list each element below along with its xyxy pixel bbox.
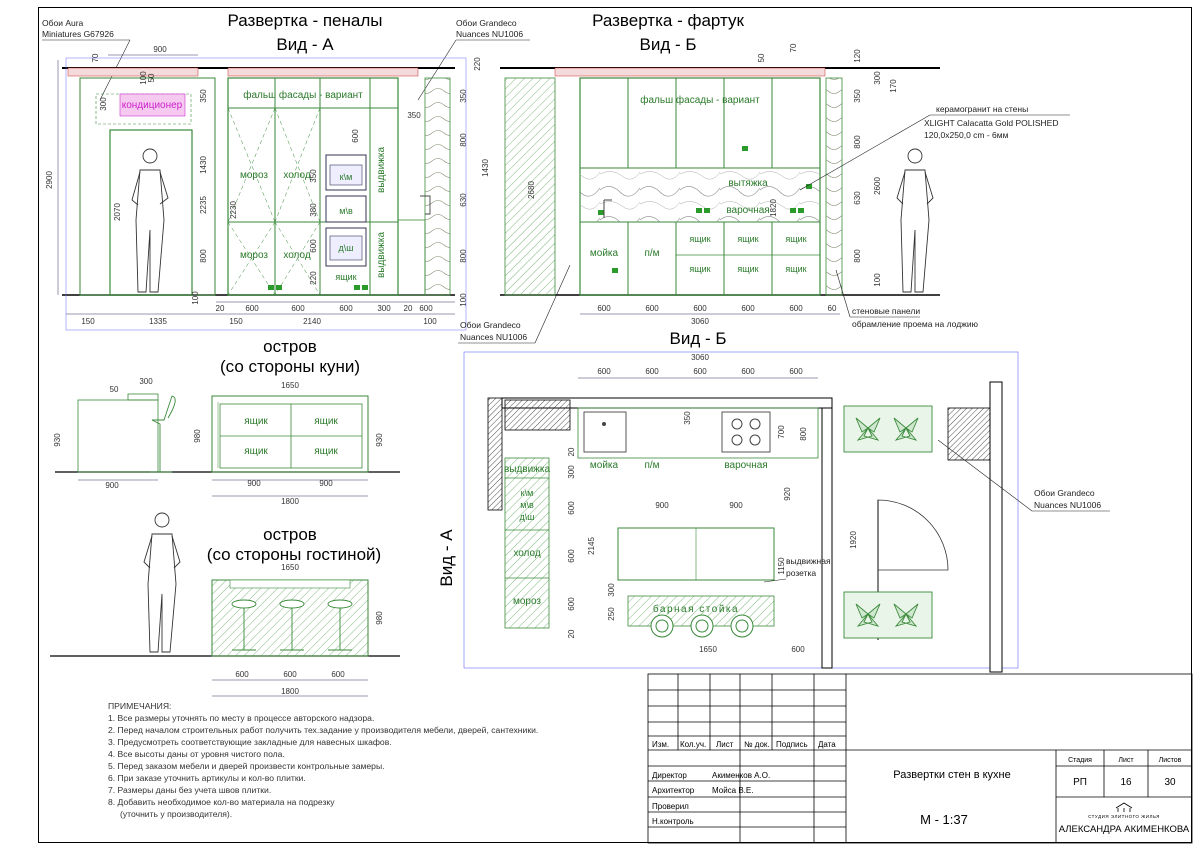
dim-a-2235: 2235 — [199, 196, 208, 214]
cold-top: холод — [283, 170, 311, 181]
plan-dim-300: 300 — [567, 465, 576, 479]
dw-label-b: п/м — [644, 248, 660, 259]
title-left: Развертка - пеналы — [227, 11, 383, 30]
dim-a-b-20b: 20 — [403, 304, 413, 313]
dim-a-in-800: 800 — [459, 133, 468, 147]
dim-b-r-100: 100 — [873, 273, 882, 287]
dim-b-b4: 600 — [741, 304, 755, 313]
svg-text:Проверил: Проверил — [652, 802, 689, 811]
dim-a-in-220: 220 — [309, 271, 318, 285]
notes-block — [108, 700, 638, 820]
plan-dim-700: 700 — [777, 425, 786, 439]
hood-label: вытяжка — [728, 178, 768, 189]
ik-dim-50: 50 — [109, 385, 119, 394]
plan-dim-600c: 600 — [567, 597, 576, 611]
title-right: Развертка - фартук — [592, 11, 744, 30]
dim-b-b2: 600 — [645, 304, 659, 313]
svg-text:Акименков А.О.: Акименков А.О. — [712, 771, 771, 780]
dim-a-in-350: 350 — [309, 169, 318, 183]
il-dim-600b: 600 — [283, 670, 297, 679]
svg-text:стеновые панели: стеновые панели — [852, 306, 921, 316]
svg-text:розетка: розетка — [786, 568, 817, 578]
dim-a-b-1335: 1335 — [149, 317, 167, 326]
plan-dim-t1: 600 — [597, 367, 611, 376]
km-a: к\м — [339, 172, 353, 182]
island-drawer-4: ящик — [314, 446, 338, 457]
person-figure-left — [132, 149, 168, 292]
dim-a-300: 300 — [99, 97, 108, 111]
dim-a-in-350b: 350 — [459, 89, 468, 103]
ik-dim-930: 930 — [53, 433, 62, 447]
il-dim-1650: 1650 — [281, 563, 299, 572]
plan-pullout: выдвижка — [503, 464, 551, 475]
dim-a-b-150: 150 — [81, 317, 95, 326]
plan-dw: п/м — [644, 460, 660, 471]
false-facades-b: фальш фасады - вариант — [640, 95, 760, 106]
plan-dim-300b: 300 — [607, 583, 616, 597]
note-7: 7. Размеры даны без учета швов плитки. — [108, 785, 272, 795]
svg-text:АЛЕКСАНДРА АКИМЕНКОВА: АЛЕКСАНДРА АКИМЕНКОВА — [1058, 824, 1190, 835]
dim-b-70: 70 — [789, 43, 798, 53]
svg-text:РП: РП — [1073, 777, 1087, 788]
svg-text:№ док.: № док. — [744, 740, 770, 749]
svg-text:Обои Aura: Обои Aura — [42, 18, 84, 28]
svg-text:Листов: Листов — [1158, 757, 1182, 764]
plan-km: к\м — [520, 488, 534, 498]
callout-aura — [42, 18, 130, 100]
dim-b-r-170: 170 — [889, 79, 898, 93]
ik-dim-1800: 1800 — [281, 497, 299, 506]
plan-bar: барная стойка — [652, 604, 740, 615]
dim-a-in-800b: 800 — [459, 249, 468, 263]
note-3: 3. Предусмотреть соответствующие закладные для навесных шкафов. — [108, 737, 392, 747]
plan-dim-600d: 600 — [791, 645, 805, 654]
island-kuni-title-2: (со стороны куни) — [220, 357, 360, 376]
false-facades-a: фальш фасады - вариант — [243, 90, 363, 101]
view-a-plan: Вид - А — [437, 529, 456, 587]
svg-text:XLIGHT Calacatta Gold POLISHED: XLIGHT Calacatta Gold POLISHED — [924, 118, 1059, 128]
dim-b-r-630: 630 — [853, 191, 862, 205]
dim-a-900: 900 — [153, 45, 167, 54]
svg-text:Обои Grandeco: Обои Grandeco — [460, 320, 521, 330]
ik-dim-300: 300 — [139, 377, 153, 386]
svg-text:Nuances NU1006: Nuances NU1006 — [456, 29, 524, 39]
island-kuni — [53, 337, 400, 506]
plan-dim-800: 800 — [799, 427, 808, 441]
drawer-b3: ящик — [785, 234, 807, 244]
elevation-a — [45, 45, 490, 330]
sink-label-b: мойка — [589, 248, 619, 259]
svg-text:Лист: Лист — [716, 740, 734, 749]
svg-text:Архитектор: Архитектор — [652, 786, 695, 795]
dim-a-in-600: 600 — [351, 129, 360, 143]
svg-text:Обои Grandeco: Обои Grandeco — [456, 18, 517, 28]
plant-icon-bottom — [844, 592, 932, 638]
svg-text:выдвижная: выдвижная — [786, 556, 831, 566]
freeze-bottom: мороз — [239, 250, 269, 261]
plan-dim-t2: 600 — [645, 367, 659, 376]
dim-a-350-top: 350 — [407, 111, 421, 120]
mv-a: м\в — [339, 206, 353, 216]
plan-dim-total: 3060 — [691, 353, 709, 362]
pullout-a2: выдвижка — [376, 231, 387, 279]
island-drawer-2: ящик — [314, 416, 338, 427]
callout-panels — [836, 270, 979, 329]
dim-a-100: 100 — [191, 291, 200, 305]
svg-text:Подпись: Подпись — [776, 740, 808, 749]
dim-a-70: 70 — [91, 53, 100, 63]
plan-dim-600a: 600 — [567, 501, 576, 515]
drawer-b6: ящик — [785, 264, 807, 274]
person-figure-right — [897, 149, 933, 292]
svg-text:Развертки стен в кухне: Развертки стен в кухне — [893, 769, 1011, 781]
dim-a-b-150b: 150 — [229, 317, 243, 326]
plan-dim-900b: 900 — [729, 501, 743, 510]
il-dim-600c: 600 — [331, 670, 345, 679]
dsh-a: д\ш — [338, 243, 354, 253]
ik-dim-900c: 900 — [319, 479, 333, 488]
svg-text:Nuances NU1006: Nuances NU1006 — [1034, 500, 1102, 510]
title-block-text — [652, 740, 1190, 835]
svg-text:Обои Grandeco: Обои Grandeco — [1034, 488, 1095, 498]
view-b-plan: Вид - Б — [669, 329, 727, 348]
note-8: 8. Добавить необходимое кол-во материала на подрезку — [108, 797, 335, 807]
plan-dim-1150: 1150 — [777, 557, 786, 575]
island-living — [50, 513, 400, 696]
plan-dsh: д\ш — [519, 512, 535, 522]
dim-b-b5: 600 — [789, 304, 803, 313]
plan-dim-20a: 20 — [567, 447, 576, 457]
plan-dim-t4: 600 — [741, 367, 755, 376]
dim-b-b1: 600 — [597, 304, 611, 313]
dim-a-b-20: 20 — [215, 304, 225, 313]
elevation-b — [500, 43, 940, 326]
dim-a-u4: 300 — [377, 304, 391, 313]
svg-text:Кол.уч.: Кол.уч. — [680, 740, 707, 749]
hob-label-b: варочная — [726, 205, 770, 216]
dim-a-in-100: 100 — [459, 293, 468, 307]
note-2: 2. Перед началом строительных работ получить тех.задание у производителя мебели, дверей, сантехники. — [108, 725, 539, 735]
svg-text:обрамление проема на лоджию: обрамление проема на лоджию — [852, 319, 978, 329]
dim-a-800: 800 — [199, 249, 208, 263]
plant-icon-top — [844, 406, 932, 452]
pullout-a1: выдвижка — [376, 146, 387, 194]
plan-mv: м\в — [520, 500, 534, 510]
plan-dim-250: 250 — [607, 607, 616, 621]
svg-text:Nuances NU1006: Nuances NU1006 — [460, 332, 528, 342]
dim-b-total: 3060 — [691, 317, 709, 326]
plan-dim-20b: 20 — [567, 629, 576, 639]
island-drawer-3: ящик — [244, 446, 268, 457]
svg-text:Miniatures G67926: Miniatures G67926 — [42, 29, 114, 39]
dim-a-u5: 600 — [419, 304, 433, 313]
dim-b-r-800b: 800 — [853, 249, 862, 263]
note-6: 6. При заказе уточнить артикулы и кол-во плитки. — [108, 773, 306, 783]
svg-text:16: 16 — [1120, 777, 1132, 788]
plan-dim-t5: 600 — [789, 367, 803, 376]
drawer-b2: ящик — [737, 234, 759, 244]
note-1: 1. Все размеры уточнять по месту в процессе авторского надзора. — [108, 713, 375, 723]
plan-cold: холод — [513, 548, 541, 559]
svg-text:120,0х250,0 cm - 6мм: 120,0х250,0 cm - 6мм — [924, 130, 1009, 140]
dim-b-r-300: 300 — [873, 71, 882, 85]
ik-dim-1650: 1650 — [281, 381, 299, 390]
dim-b-1820: 1820 — [769, 199, 778, 217]
dim-b-r-800: 800 — [853, 135, 862, 149]
dim-b-b3: 600 — [693, 304, 707, 313]
svg-text:М - 1:37: М - 1:37 — [920, 812, 968, 827]
dim-a-in-1430: 1430 — [481, 159, 490, 177]
ac-label: кондиционер — [121, 100, 183, 111]
plan-hob: варочная — [724, 460, 768, 471]
view-a-top: Вид - А — [276, 35, 334, 54]
dim-b-r-350: 350 — [853, 89, 862, 103]
dim-b-r-2600: 2600 — [873, 177, 882, 195]
plan-dim-350: 350 — [683, 411, 692, 425]
ik-dim-930b: 930 — [375, 433, 384, 447]
svg-text:Лист: Лист — [1118, 757, 1134, 764]
plan-freeze: мороз — [512, 596, 542, 607]
dim-a-2900: 2900 — [45, 171, 54, 189]
dim-a-100b: 100 — [139, 71, 148, 85]
note-9: (уточнить у производителя). — [120, 809, 233, 819]
dim-b-r-120: 120 — [853, 49, 862, 63]
studio-logo — [1116, 803, 1132, 812]
drawer-b5: ящик — [737, 264, 759, 274]
cold-bottom: холод — [283, 250, 311, 261]
il-dim-1800: 1800 — [281, 687, 299, 696]
dim-a-in-380: 380 — [309, 203, 318, 217]
il-dim-600a: 600 — [235, 670, 249, 679]
plan-dim-t3: 600 — [693, 367, 707, 376]
plan-dim-900a: 900 — [655, 501, 669, 510]
svg-text:Дата: Дата — [818, 740, 836, 749]
dim-a-350: 350 — [199, 89, 208, 103]
plan-dim-920: 920 — [783, 487, 792, 501]
svg-text:Директор: Директор — [652, 771, 687, 780]
dim-a-1430: 1430 — [199, 156, 208, 174]
plan-dim-1920: 1920 — [849, 531, 858, 549]
drawer-a: ящик — [335, 272, 357, 282]
note-4: 4. Все высоты даны от уровня чистого пола. — [108, 749, 285, 759]
dim-a-in-220b: 220 — [473, 57, 482, 71]
dim-a-u3: 600 — [339, 304, 353, 313]
plan-sink: мойка — [589, 460, 619, 471]
ik-dim-980: 980 — [193, 429, 202, 443]
dim-b-b6: 60 — [827, 304, 837, 313]
note-5: 5. Перед заказом мебели и дверей произвести контрольные замеры. — [108, 761, 385, 771]
svg-text:Мойса В.Е.: Мойса В.Е. — [712, 786, 754, 795]
svg-text:30: 30 — [1164, 777, 1176, 788]
dim-b-50: 50 — [757, 53, 766, 63]
plan-dim-2145: 2145 — [587, 537, 596, 555]
dim-a-in-600b: 600 — [309, 239, 318, 253]
ik-dim-900: 900 — [105, 481, 119, 490]
island-drawer-1: ящик — [244, 416, 268, 427]
il-dim-980: 980 — [375, 611, 384, 625]
dim-a-50: 50 — [147, 73, 156, 83]
drawer-b4: ящик — [689, 264, 711, 274]
dim-a-in-630: 630 — [459, 193, 468, 207]
notes-heading: ПРИМЕЧАНИЯ: — [108, 701, 172, 711]
dim-a-2070: 2070 — [113, 203, 122, 221]
island-kuni-title-1: остров — [263, 337, 317, 356]
island-living-title-2: (со стороны гостиной) — [206, 545, 382, 564]
plan-view — [437, 329, 1110, 672]
dim-a-in-2230: 2230 — [229, 201, 238, 219]
svg-text:Изм.: Изм. — [652, 740, 670, 749]
svg-text:Стадия: Стадия — [1068, 757, 1092, 764]
view-b-top: Вид - Б — [639, 35, 697, 54]
dim-a-b-2140: 2140 — [303, 317, 321, 326]
plan-dim-600b: 600 — [567, 549, 576, 563]
drawer-b1: ящик — [689, 234, 711, 244]
dim-a-u1: 600 — [245, 304, 259, 313]
person-figure-island — [144, 513, 180, 652]
dim-a-b-100: 100 — [423, 317, 437, 326]
plan-dim-1650: 1650 — [699, 645, 717, 654]
dim-b-2680: 2680 — [527, 181, 536, 199]
svg-text:Н.контроль: Н.контроль — [652, 817, 694, 826]
ik-dim-900b: 900 — [247, 479, 261, 488]
svg-text:СТУДИЯ ЭЛИТНОГО ЖИЛЬЯ: СТУДИЯ ЭЛИТНОГО ЖИЛЬЯ — [1088, 814, 1160, 819]
freeze-top: мороз — [239, 170, 269, 181]
dim-a-u2: 600 — [291, 304, 305, 313]
svg-text:керамогранит на стены: керамогранит на стены — [936, 104, 1029, 114]
island-living-title-1: остров — [263, 525, 317, 544]
